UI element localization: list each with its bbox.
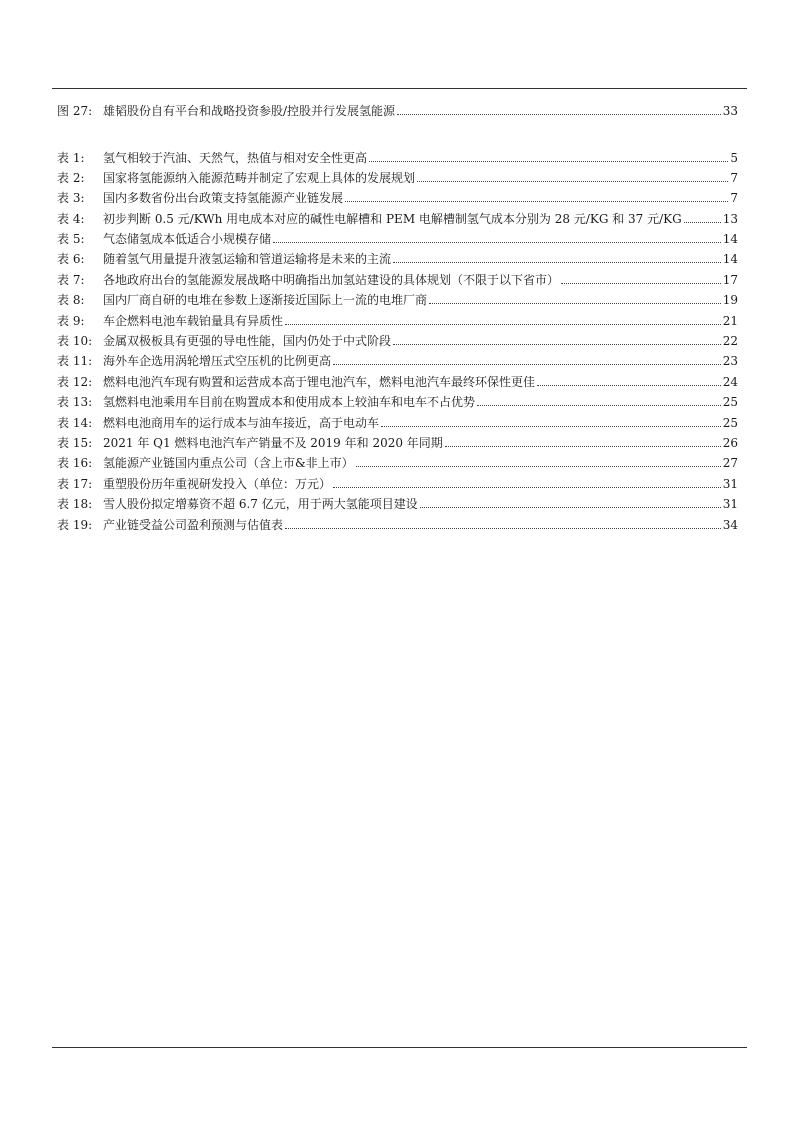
entry-page: 25 — [722, 395, 738, 409]
entry-title: 国内多数省份出台政策支持氢能源产业链发展 — [103, 191, 344, 205]
entry-page: 34 — [722, 518, 738, 532]
toc-entry-table-12[interactable] — [57, 369, 738, 389]
entry-page: 21 — [722, 314, 738, 328]
entry-label: 表 16: — [57, 456, 93, 470]
entry-title: 雪人股份拟定增募资不超 6.7 亿元，用于两大氢能项目建设 — [103, 497, 418, 511]
entry-page: 7 — [730, 191, 738, 205]
entry-title: 氢燃料电池乘用车目前在购置成本和使用成本上较油车和电车不占优势 — [103, 395, 476, 409]
entry-label: 表 13: — [57, 395, 93, 409]
dot-leader — [393, 343, 721, 345]
footer-rule — [52, 1047, 747, 1048]
toc-entry-table-19[interactable] — [57, 512, 738, 532]
entry-title: 产业链受益公司盈利预测与估值表 — [103, 518, 284, 532]
entry-page: 13 — [722, 212, 738, 226]
dot-leader — [561, 282, 721, 284]
dot-leader — [345, 200, 728, 202]
entry-title: 重塑股份历年重视研发投入（单位：万元） — [103, 477, 332, 491]
entry-title: 氢气相较于汽油、天然气，热值与相对安全性更高 — [103, 151, 368, 165]
toc-entry-table-15[interactable] — [57, 430, 738, 450]
toc-entry-table-17[interactable] — [57, 471, 738, 491]
entry-page: 19 — [722, 293, 738, 307]
entry-title: 国内厂商自研的电堆在参数上逐渐接近国际上一流的电堆厂商 — [103, 293, 428, 307]
entry-title: 燃料电池汽车现有购置和运营成本高于锂电池汽车，燃料电池汽车最终环保性更佳 — [103, 375, 536, 389]
entry-page: 14 — [722, 232, 738, 246]
entry-label: 表 5: — [57, 232, 85, 246]
entry-page: 33 — [722, 104, 738, 118]
entry-title: 海外车企选用涡轮增压式空压机的比例更高 — [103, 354, 332, 368]
entry-label: 表 8: — [57, 293, 85, 307]
entry-page: 5 — [730, 151, 738, 165]
entry-label: 表 12: — [57, 375, 93, 389]
dot-leader — [397, 113, 721, 115]
dot-leader — [381, 425, 721, 427]
toc-entry-table-14[interactable] — [57, 410, 738, 430]
entry-title: 气态储氢成本低适合小规模存储 — [103, 232, 272, 246]
toc-entry-table-2[interactable] — [57, 165, 738, 185]
entry-label: 表 17: — [57, 477, 93, 491]
entry-label: 表 6: — [57, 252, 85, 266]
entry-label: 表 18: — [57, 497, 93, 511]
entry-page: 24 — [722, 375, 738, 389]
dot-leader — [393, 261, 721, 263]
entry-label: 表 15: — [57, 436, 93, 450]
entry-label: 表 2: — [57, 171, 85, 185]
entry-label: 表 14: — [57, 416, 93, 430]
toc-entry-table-8[interactable] — [57, 287, 738, 307]
dot-leader — [333, 486, 721, 488]
entry-title: 金属双极板具有更强的导电性能，国内仍处于中式阶段 — [103, 334, 392, 348]
entry-page: 22 — [722, 334, 738, 348]
entry-page: 25 — [722, 416, 738, 430]
entry-page: 31 — [722, 497, 738, 511]
toc-entry-table-16[interactable] — [57, 450, 738, 470]
dot-leader — [285, 527, 721, 529]
entry-page: 7 — [730, 171, 738, 185]
entry-label: 表 1: — [57, 151, 85, 165]
entry-label: 表 7: — [57, 273, 85, 287]
entry-page: 14 — [722, 252, 738, 266]
toc-entry-table-13[interactable] — [57, 389, 738, 409]
entry-title: 燃料电池商用车的运行成本与油车接近，高于电动车 — [103, 416, 380, 430]
entry-page: 26 — [722, 436, 738, 450]
entry-title: 2021 年 Q1 燃料电池汽车产销量不及 2019 年和 2020 年同期 — [103, 436, 443, 450]
dot-leader — [369, 160, 728, 162]
toc-entry-table-11[interactable] — [57, 348, 738, 368]
entry-title: 雄韬股份自有平台和战略投资参股/控股并行发展氢能源 — [103, 104, 396, 118]
toc-entry-table-4[interactable] — [57, 206, 738, 226]
dot-leader — [445, 445, 721, 447]
entry-title: 国家将氢能源纳入能源范畴并制定了宏观上具体的发展规划 — [103, 171, 416, 185]
toc-entry-table-3[interactable] — [57, 185, 738, 205]
entry-label: 图 27: — [57, 104, 93, 118]
header-rule — [52, 88, 747, 89]
dot-leader — [684, 221, 721, 223]
dot-leader — [420, 506, 721, 508]
entry-title: 随着氢气用量提升液氢运输和管道运输将是未来的主流 — [103, 252, 392, 266]
toc-entry-table-9[interactable] — [57, 308, 738, 328]
entry-label: 表 19: — [57, 518, 93, 532]
toc-entry-table-5[interactable] — [57, 226, 738, 246]
toc-entry-table-1[interactable] — [57, 145, 738, 165]
entry-label: 表 10: — [57, 334, 93, 348]
dot-leader — [537, 384, 721, 386]
entry-page: 17 — [722, 273, 738, 287]
entry-page: 23 — [722, 354, 738, 368]
dot-leader — [285, 323, 721, 325]
dot-leader — [356, 465, 721, 467]
entry-title: 车企燃料电池车载铂量具有异质性 — [103, 314, 284, 328]
dot-leader — [477, 404, 721, 406]
entry-label: 表 4: — [57, 212, 85, 226]
entry-title: 初步判断 0.5 元/KWh 用电成本对应的碱性电解槽和 PEM 电解槽制氢气成本分别为 28 元/KG 和 37 元/KG — [103, 212, 682, 226]
entry-label: 表 9: — [57, 314, 85, 328]
entry-label: 表 11: — [57, 354, 93, 368]
toc-entry-figure-27[interactable] — [57, 98, 738, 118]
entry-page: 31 — [722, 477, 738, 491]
dot-leader — [273, 241, 721, 243]
entry-page: 27 — [722, 456, 738, 470]
dot-leader — [417, 180, 728, 182]
entry-title: 各地政府出台的氢能源发展战略中明确指出加氢站建设的具体规划（不限于以下省市） — [103, 273, 560, 287]
dot-leader — [429, 302, 721, 304]
dot-leader — [333, 363, 721, 365]
entry-label: 表 3: — [57, 191, 85, 205]
entry-title: 氢能源产业链国内重点公司（含上市&非上市） — [103, 456, 354, 470]
toc-entry-table-10[interactable] — [57, 328, 738, 348]
toc-entry-table-18[interactable] — [57, 491, 738, 511]
toc-entry-table-7[interactable] — [57, 267, 738, 287]
toc-entry-table-6[interactable] — [57, 246, 738, 266]
